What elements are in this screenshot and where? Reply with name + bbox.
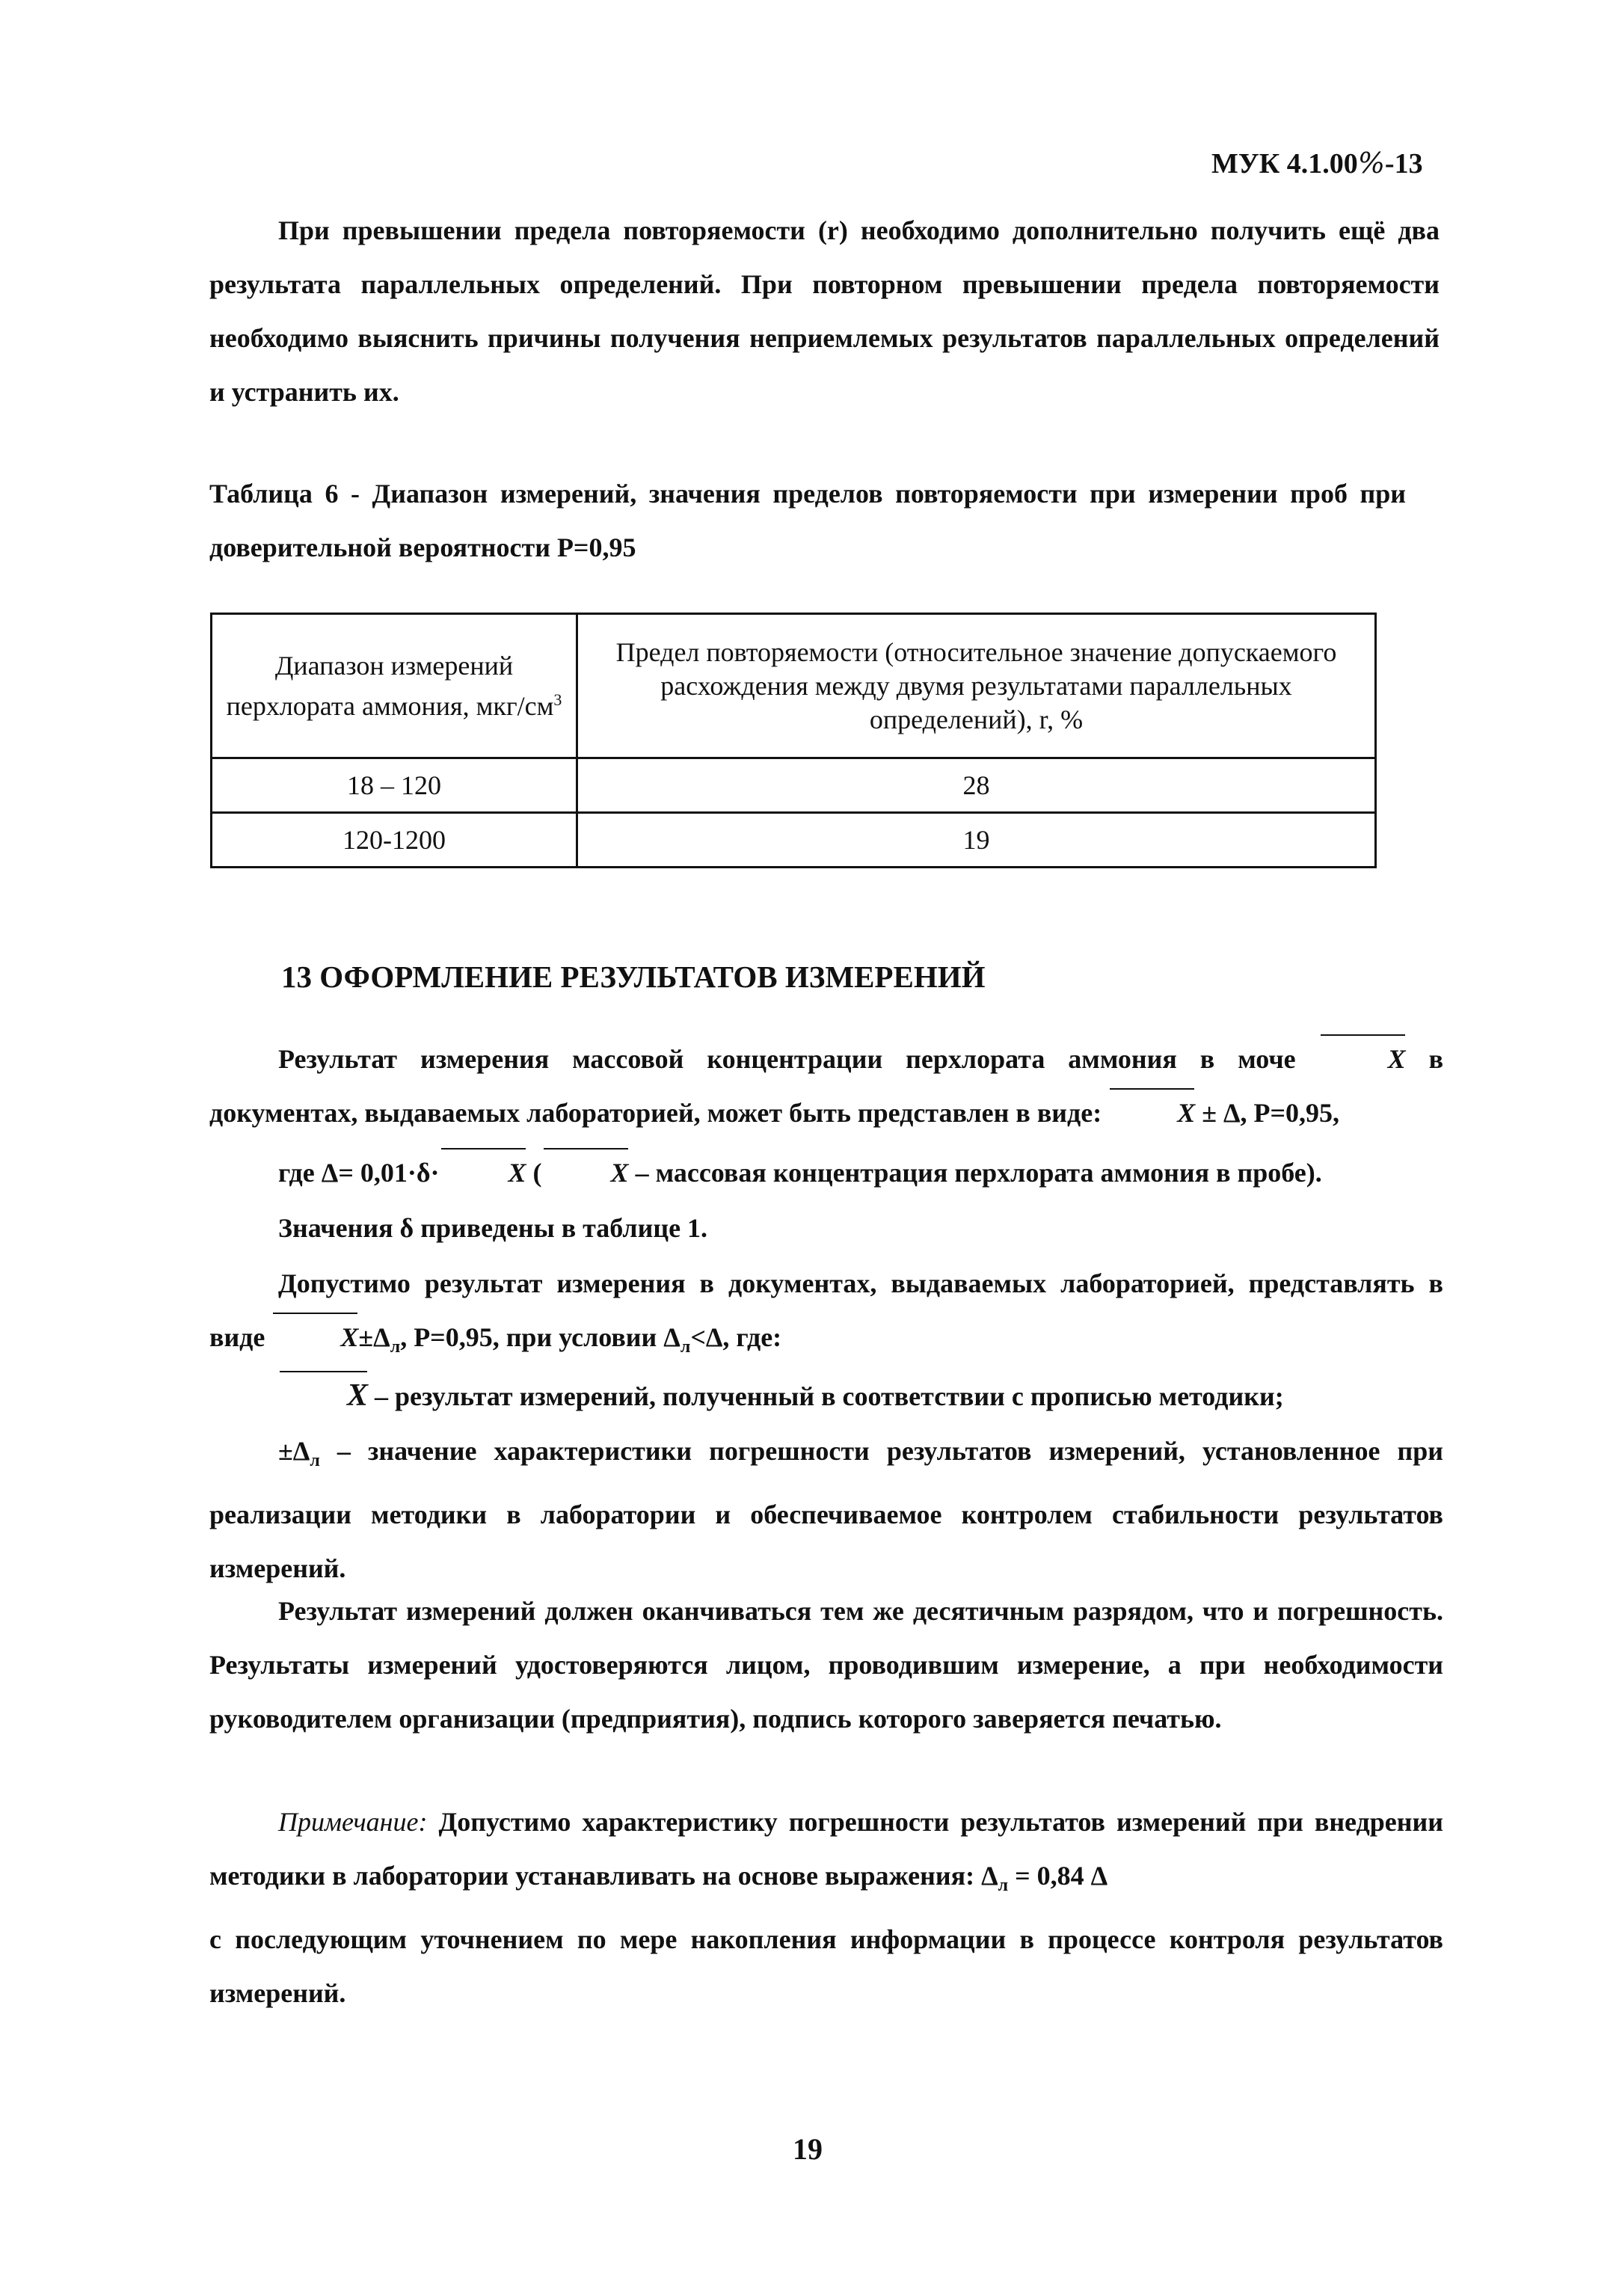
- paragraph-delta-values: Значения δ приведены в таблице 1.: [278, 1213, 708, 1243]
- paragraph-repeatability: При превышении предела повторяемости (r) необходимо дополнительно получить ещё два результата параллельных определений. При повторном превышении предела повторяемости необходимо выяснить причины получения неприемлемых результатов параллельных определений и устранить их.: [209, 215, 1440, 407]
- x-mean-symbol: X: [542, 1146, 629, 1200]
- table-header-range: Диапазон измерений перхлората аммония, мкг/$см^3$: [212, 614, 577, 758]
- section-heading: 13 ОФОРМЛЕНИЕ РЕЗУЛЬТАТОВ ИЗМЕРЕНИЙ: [281, 960, 986, 994]
- table-cell-range: 18 – 120: [212, 758, 577, 813]
- table-cell-limit: 19: [577, 813, 1376, 868]
- table-cell-range: 120-1200: [212, 813, 577, 868]
- paragraph-result-form: Результат измерения массовой концентрации перхлората аммония в моче X в документах, выдаваемых лабораторией, может быть представлен в виде: X ± Δ, Р=0,95,: [209, 1032, 1443, 1140]
- paragraph-rounding: Результат измерений должен оканчиваться тем же десятичным разрядом, что и погрешность. Результаты измерений удостоверяются лицом, проводившим измерение, а при необходимости руководителем организации (предприятия), подпись которого заверяется печатью.: [209, 1596, 1443, 1734]
- table-6: [210, 613, 1377, 868]
- doc-code-prefix: МУК 4.1.00: [1211, 148, 1358, 179]
- x-mean-symbol: X: [1108, 1086, 1195, 1140]
- x-mean-symbol: X: [278, 1369, 368, 1422]
- table-cell-limit: 28: [577, 758, 1376, 813]
- paragraph-permissible-form: Допустимо результат измерения в документах, выдаваемых лабораторией, представлять в виде $X\pm\Delta_л$, Р=0,95, при условии $\Delta_л<\Delta$, где:: [209, 1256, 1443, 1374]
- paragraph-note: Примечание: Допустимо характеристику погрешности результатов измерений при внедрении методики в лаборатории устанавливать на основе выражения: $\Delta_л = 0,84$ Δ с последующим уточнением по мере накопления информации в процессе контроля результатов измерений.: [209, 1807, 1443, 2009]
- doc-code: [1211, 147, 1423, 180]
- x-mean-symbol: X: [271, 1310, 358, 1364]
- page-number: 19: [793, 2132, 823, 2166]
- table-caption: Таблица 6 - Диапазон измерений, значения пределов повторяемости при измерении проб при доверительной вероятности Р=0,95: [209, 479, 1406, 562]
- paragraph-x-definition: X – результат измерений, полученный в соответствии с прописью методики;: [209, 1369, 1443, 1423]
- doc-code-suffix: -13: [1384, 148, 1423, 179]
- unit-superscript: 3: [553, 690, 562, 709]
- table-header-row: [212, 614, 1376, 758]
- x-mean-symbol: X: [1319, 1032, 1406, 1086]
- paragraph-delta-definition: где Δ= 0,01·δ· X ( X – массовая концентрация перхлората аммония в пробе).: [209, 1146, 1443, 1200]
- note-label: Примечание:: [278, 1807, 428, 1837]
- table-header-limit: Предел повторяемости (относительное значение допускаемого расхождения между двумя результатами параллельных определений), r, %: [577, 614, 1376, 758]
- note-formula: $\Delta_л = 0,84$ Δ: [981, 1861, 1108, 1896]
- table-row: [212, 758, 1376, 813]
- doc-code-handwritten: %: [1357, 147, 1385, 179]
- x-mean-symbol: X: [440, 1146, 526, 1200]
- table-row: [212, 813, 1376, 868]
- paragraph-delta-lab: $\pm\Delta_л$ – значение характеристики погрешности результатов измерений, установленное при реализации методики в лаборатории и обеспечиваемое контролем стабильности результатов измерений.: [209, 1436, 1443, 1584]
